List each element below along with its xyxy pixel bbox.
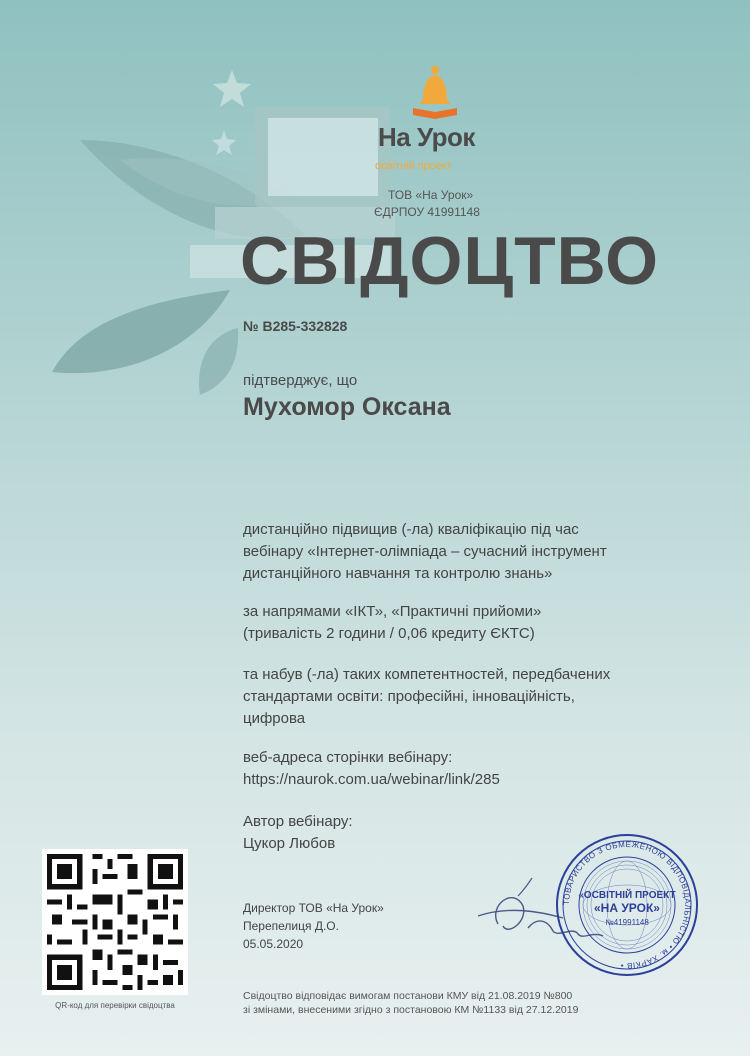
- confirms-text: підтверджує, що: [243, 372, 358, 389]
- issuer-edrpou: ЄДРПОУ 41991148: [374, 205, 480, 219]
- bell-logo-icon: [413, 66, 457, 119]
- logo-subtitle: освітній проект: [375, 160, 452, 172]
- star-large-icon: [213, 70, 251, 107]
- star-small-icon: [212, 130, 236, 155]
- legal-notice: Свідоцтво відповідає вимогам постанови КМУ від 21.08.2019 №800 зі змінами, внесеними згідно з постановою КМ №1133 від 27.12.2019: [243, 990, 579, 1016]
- webinar-url[interactable]: веб-адреса сторінки вебінару: https://naurok.com.ua/webinar/link/285: [243, 749, 500, 788]
- stamp-line2: «НА УРОК»: [594, 901, 660, 915]
- webinar-description: дистанційно підвищив (-ла) кваліфікацію під час вебінару «Інтернет-олімпіада – сучасний інструмент дистанційного навчання та контролю знань»: [243, 521, 607, 582]
- qr-caption: QR-код для перевірки свідоцтва: [55, 1001, 175, 1010]
- logo-title: На Урок: [378, 122, 475, 152]
- director-signature-block: Директор ТОВ «На Урок» Перепелиця Д.О. 05.05.2020: [243, 901, 384, 951]
- competencies: та набув (-ла) таких компетентностей, передбачених стандартами освіти: професійні, інноваційність, цифрова: [243, 666, 611, 727]
- qr-code[interactable]: [42, 849, 188, 995]
- webinar-author: Автор вебінару: Цукор Любов: [243, 813, 353, 852]
- webinar-directions: за напрямами «ІКТ», «Практичні прийоми» (тривалість 2 години / 0,06 кредиту ЄКТС): [243, 603, 542, 642]
- certificate-number: № B285-332828: [243, 318, 348, 334]
- stamp-line1: «ОСВІТНІЙ ПРОЕКТ: [578, 890, 676, 901]
- stamp-line3: №41991148: [605, 918, 649, 927]
- stamp-ring-text: ТОВАРИСТВО З ОБМЕЖЕНОЮ ВІДПОВІДАЛЬНІСТЮ • м. ХАРКІВ •: [561, 839, 693, 971]
- recipient-name: Мухомор Оксана: [243, 393, 451, 421]
- certificate-title: СВІДОЦТВО: [240, 223, 659, 299]
- issuer-org: ТОВ «На Урок»: [388, 188, 474, 202]
- official-stamp: [552, 830, 702, 980]
- qr-code-icon: [42, 849, 188, 995]
- leaf-small: [199, 328, 238, 395]
